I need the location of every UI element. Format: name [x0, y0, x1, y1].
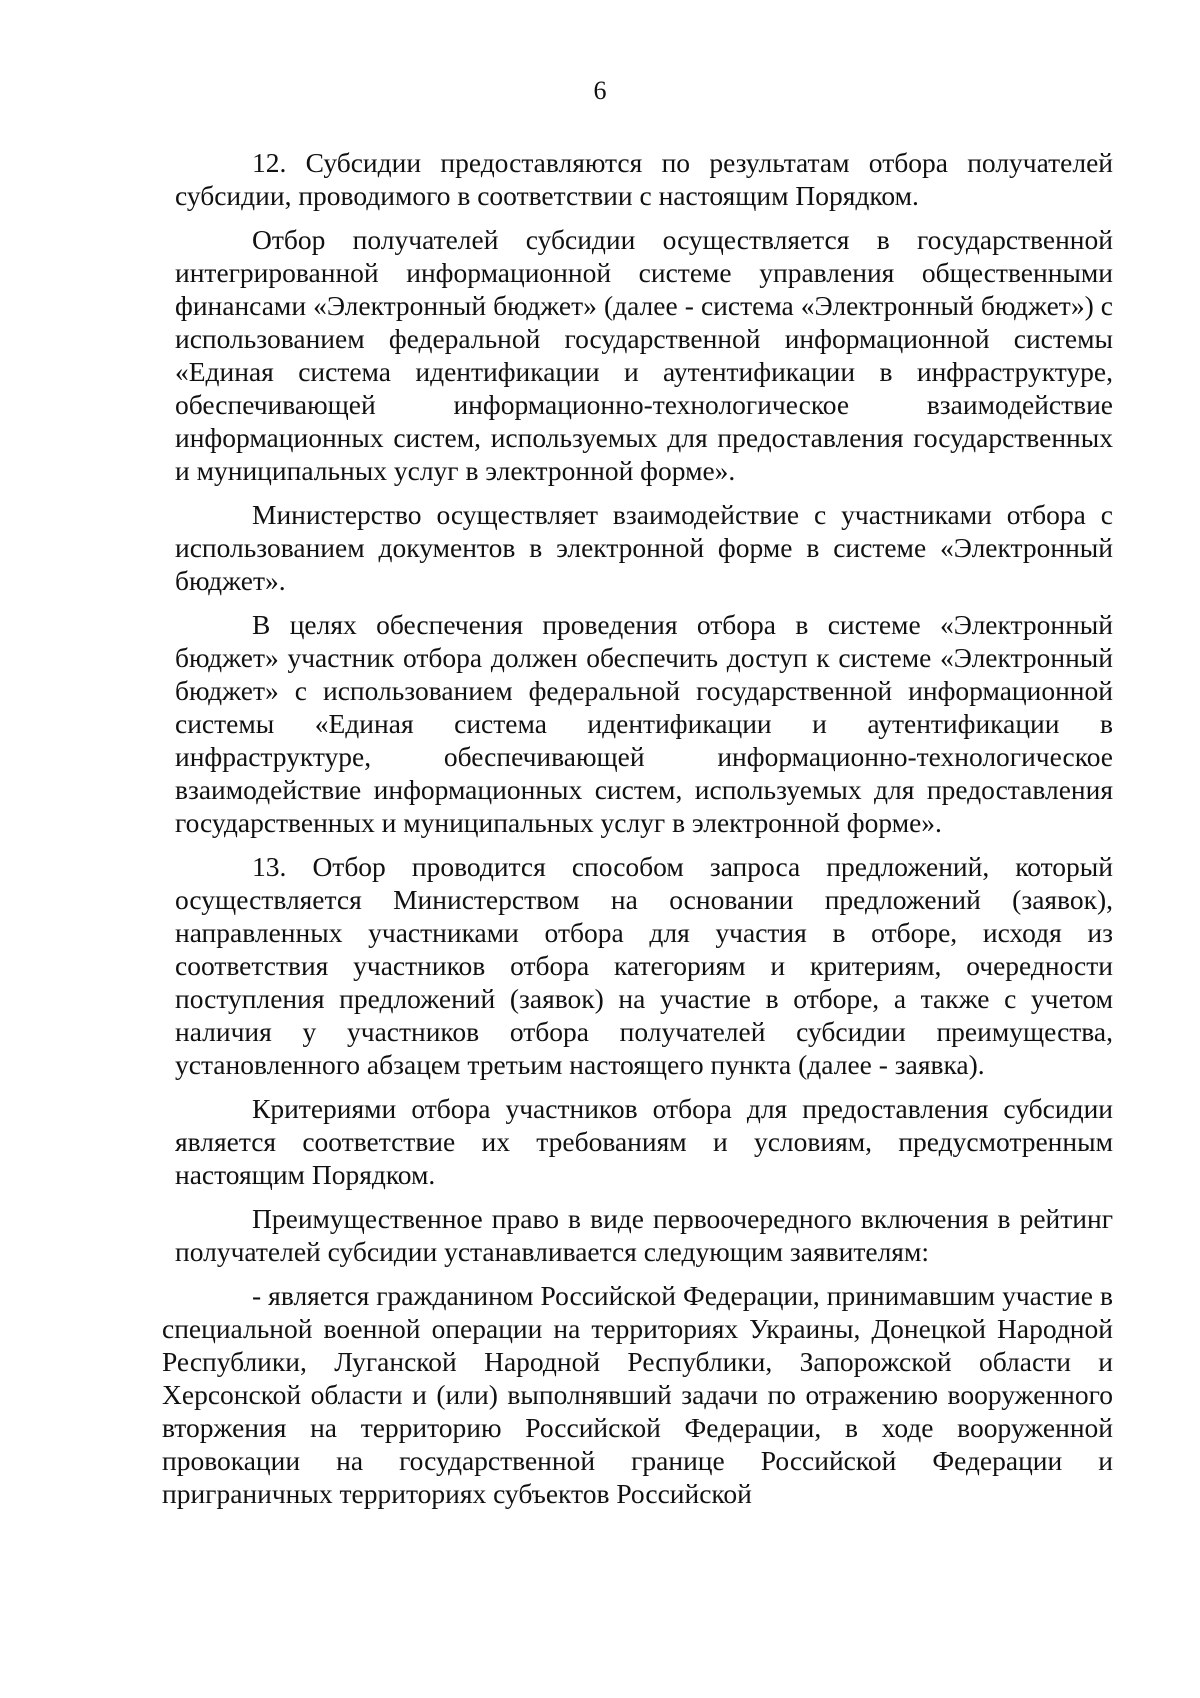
- document-body: [162, 146, 1113, 1521]
- paragraph-access-requirement: В целях обеспечения проведения отбора в системе «Электронный бюджет» участник отбора должен обеспечить доступ к системе «Электронный бюджет» с использованием федеральной государственной информационной системы «Единая система идентификации и аутентификации в инфраструктуре, обеспечивающей информационно-технологическое взаимодействие информационных систем, используемых для предоставления государственных и муниципальных услуг в электронной форме».: [175, 609, 1113, 838]
- paragraph-selection-system: Отбор получателей субсидии осуществляется в государственной интегрированной информационной системе управления общественными финансами «Электронный бюджет» (далее - система «Электронный бюджет») с использованием федеральной государственной информационной системы «Единая система идентификации и аутентификации в инфраструктуре, обеспечивающей информационно-технологическое взаимодействие информационных систем, используемых для предоставления государственных и муниципальных услуг в электронной форме».: [175, 224, 1113, 486]
- paragraph-clause-12: 12. Субсидии предоставляются по результатам отбора получателей субсидии, проводимого в соответствии с настоящим Порядком.: [175, 147, 1113, 211]
- paragraph-priority-right: Преимущественное право в виде первоочередного включения в рейтинг получателей субсидии устанавливается следующим заявителям:: [175, 1203, 1113, 1267]
- page-number: 6: [593, 76, 607, 105]
- paragraph-criteria: Критериями отбора участников отбора для предоставления субсидии является соответствие их требованиям и условиям, предусмотренным настоящим Порядком.: [175, 1093, 1113, 1190]
- paragraph-clause-13: 13. Отбор проводится способом запроса предложений, который осуществляется Министерством на основании предложений (заявок), направленных участниками отбора для участия в отборе, исходя из соответствия участников отбора категориям и критериям, очередности поступления предложений (заявок) на участие в отборе, а также с учетом наличия у участников отбора получателей субсидии преимущества, установленного абзацем третьим настоящего пункта (далее - заявка).: [175, 851, 1113, 1080]
- list-item-priority-condition: - является гражданином Российской Федерации, принимавшим участие в специальной военной операции на территориях Украины, Донецкой Народной Республики, Луганской Народной Республики, Запорожской области и Херсонской области и (или) выполнявший задачи по отражению вооруженного вторжения на территорию Российской Федерации, в ходе вооруженной провокации на государственной границе Российской Федерации и приграничных территориях субъектов Российской: [162, 1280, 1113, 1509]
- paragraph-ministry-interaction: Министерство осуществляет взаимодействие с участниками отбора с использованием документов в электронной форме в системе «Электронный бюджет».: [175, 499, 1113, 596]
